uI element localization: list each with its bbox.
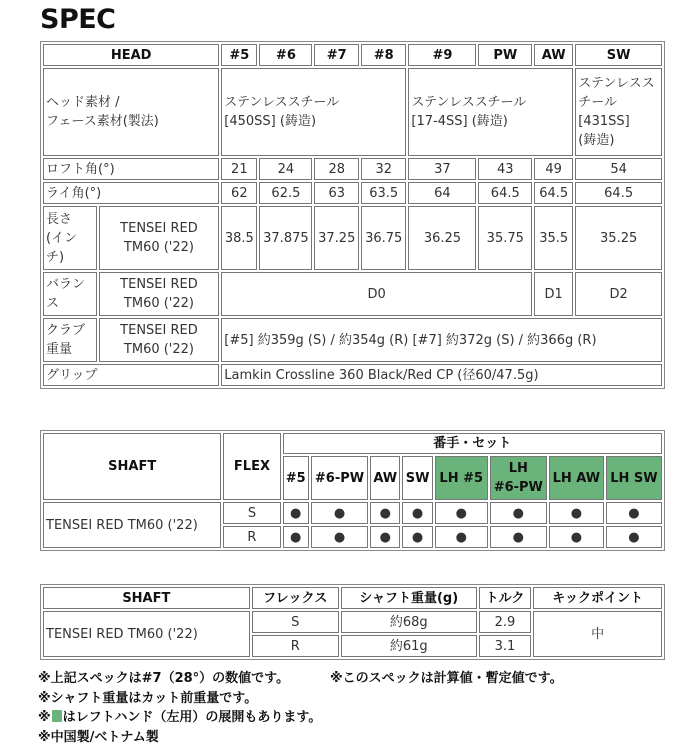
torque-col-header: トルク: [479, 587, 532, 609]
lie-value: 64.5: [534, 182, 573, 204]
shaft-flex: R: [252, 635, 339, 657]
material-9-aw-line1: ステンレススチール: [411, 95, 527, 110]
length-label: [43, 206, 97, 270]
footnote-1: ※上記スペックは#7（28°）の数値です。: [38, 671, 290, 686]
set-col-aw: AW: [370, 456, 400, 500]
lie-value: 64: [408, 182, 476, 204]
shaft-flex: S: [252, 611, 339, 633]
loft-value: 37: [408, 158, 476, 180]
shaft-header: SHAFT: [43, 433, 221, 500]
club-weight-shaft-line2: TM60 ('22): [123, 342, 194, 357]
length-value: 36.75: [361, 206, 406, 270]
grip-value: Lamkin Crossline 360 Black/Red CP (径60/47.5g): [221, 364, 662, 386]
footnote-4: ※中国製/ベトナム製: [38, 729, 159, 745]
material-sw-line4: (鋳造): [578, 133, 615, 148]
shaft-weight: 約68g: [341, 611, 477, 633]
shaft-spec-table: [40, 584, 665, 660]
shaft-weight: 約61g: [341, 635, 477, 657]
lie-value: 62.5: [259, 182, 312, 204]
shaft-torque: 2.9: [479, 611, 532, 633]
footnote-3-text: はレフトハンド（左用）の展開もあります。: [62, 710, 322, 725]
balance-value-sw: D2: [575, 272, 662, 316]
set-header-row: [43, 433, 662, 454]
footnote-3-prefix: ※: [38, 710, 51, 725]
shaft-header-row: [43, 587, 662, 609]
head-spec-table: [40, 41, 665, 389]
lie-value: 62: [221, 182, 257, 204]
availability-dot: ●: [311, 502, 368, 524]
set-flex: S: [223, 502, 280, 524]
club-header-9: #9: [408, 44, 476, 66]
length-value: 38.5: [221, 206, 257, 270]
availability-dot: ●: [283, 502, 309, 524]
shaft-row-s: [43, 611, 662, 633]
kickpoint-col-header: キックポイント: [533, 587, 662, 609]
grip-row: [43, 364, 662, 386]
shaft-torque: 3.1: [479, 635, 532, 657]
length-value: 35.75: [478, 206, 532, 270]
availability-dot: ●: [490, 502, 547, 524]
availability-dot: ●: [370, 526, 400, 548]
lie-value: 63: [314, 182, 359, 204]
shaft-kickpoint: 中: [533, 611, 662, 657]
club-header-5: #5: [221, 44, 257, 66]
material-5-8: [221, 68, 406, 156]
club-weight-label: [43, 318, 97, 362]
footnotes: [38, 669, 321, 747]
club-header-7: #7: [314, 44, 359, 66]
length-value: 36.25: [408, 206, 476, 270]
lie-label: ライ角(°): [43, 182, 219, 204]
availability-dot: ●: [549, 526, 604, 548]
availability-dot: ●: [549, 502, 604, 524]
availability-dot: ●: [402, 526, 432, 548]
footnote-3: [38, 708, 321, 728]
head-header-row: [43, 44, 662, 66]
material-label-line1: ヘッド素材 /: [46, 95, 120, 110]
club-header-pw: PW: [478, 44, 532, 66]
club-weight-shaft: [99, 318, 220, 362]
shaft-col-header: SHAFT: [43, 587, 250, 609]
balance-row: [43, 272, 662, 316]
material-label: [43, 68, 219, 156]
balance-shaft-line1: TENSEI RED: [120, 277, 198, 292]
club-header-6: #6: [259, 44, 312, 66]
material-row: [43, 68, 662, 156]
set-col-5: #5: [283, 456, 309, 500]
length-label-line3: チ): [46, 249, 65, 265]
club-weight-row: [43, 318, 662, 362]
club-header-8: #8: [361, 44, 406, 66]
set-col-lh-6-pw: [490, 456, 547, 500]
footnote-2: ※シャフト重量はカット前重量です。: [38, 690, 258, 706]
club-header-sw: SW: [575, 44, 662, 66]
length-shaft-line1: TENSEI RED: [120, 221, 198, 236]
material-9-aw-line2: [17-4SS] (鋳造): [411, 114, 508, 129]
club-weight-label-line1: クラブ: [46, 323, 86, 338]
set-col-lh-sw: LH SW: [606, 456, 662, 500]
shaft-name: TENSEI RED TM60 ('22): [43, 611, 250, 657]
length-shaft: [99, 206, 220, 270]
set-col-lh-6-pw-line1: LH: [508, 461, 528, 476]
availability-dot: ●: [606, 502, 662, 524]
loft-row: [43, 158, 662, 180]
availability-dot: ●: [490, 526, 547, 548]
flex-col-header: フレックス: [252, 587, 339, 609]
loft-value: 43: [478, 158, 532, 180]
set-row-s: [43, 502, 662, 524]
club-weight-value: [#5] 約359g (S) / 約354g (R) [#7] 約372g (S) / 約366g (R): [221, 318, 662, 362]
lie-row: [43, 182, 662, 204]
availability-dot: ●: [435, 502, 488, 524]
club-header-aw: AW: [534, 44, 573, 66]
material-sw-line2: チール: [578, 95, 618, 110]
club-weight-label-line2: 重量: [46, 342, 73, 357]
balance-shaft: [99, 272, 220, 316]
length-value: 37.25: [314, 206, 359, 270]
length-label-line2: (イン: [46, 230, 78, 246]
length-value: 37.875: [259, 206, 312, 270]
length-shaft-line2: TM60 ('22): [123, 240, 194, 255]
material-sw-line3: [431SS]: [578, 114, 630, 129]
set-col-sw: SW: [402, 456, 432, 500]
availability-dot: ●: [311, 526, 368, 548]
lie-value: 64.5: [478, 182, 532, 204]
material-sw: [575, 68, 662, 156]
loft-value: 28: [314, 158, 359, 180]
page-title: SPEC: [40, 4, 116, 35]
footnote-provisional: ※このスペックは計算値・暫定値です。: [330, 671, 563, 686]
set-col-6-pw: #6-PW: [311, 456, 368, 500]
availability-dot: ●: [370, 502, 400, 524]
flex-header: FLEX: [223, 433, 280, 500]
lie-value: 63.5: [361, 182, 406, 204]
balance-value-5-pw: D0: [221, 272, 532, 316]
set-flex: R: [223, 526, 280, 548]
loft-value: 32: [361, 158, 406, 180]
lie-value: 64.5: [575, 182, 662, 204]
availability-dot: ●: [606, 526, 662, 548]
grip-label: グリップ: [43, 364, 219, 386]
balance-value-aw: D1: [534, 272, 573, 316]
set-shaft-name: TENSEI RED TM60 ('22): [43, 502, 221, 548]
length-label-line1: 長さ: [46, 211, 73, 227]
length-value: 35.5: [534, 206, 573, 270]
head-header: HEAD: [43, 44, 219, 66]
balance-shaft-line2: TM60 ('22): [123, 296, 194, 311]
weight-col-header: シャフト重量(g): [341, 587, 477, 609]
set-availability-table: [40, 430, 665, 551]
loft-value: 24: [259, 158, 312, 180]
material-5-8-line2: [450SS] (鋳造): [224, 114, 317, 129]
material-9-aw: [408, 68, 573, 156]
loft-value: 54: [575, 158, 662, 180]
set-col-lh-6-pw-line2: #6-PW: [493, 480, 543, 495]
balance-label: [43, 272, 97, 316]
loft-value: 49: [534, 158, 573, 180]
material-label-line2: フェース素材(製法): [46, 114, 159, 129]
balance-label-line1: バラン: [46, 277, 86, 292]
set-header: 番手・セット: [283, 433, 663, 454]
availability-dot: ●: [283, 526, 309, 548]
length-row: [43, 206, 662, 270]
availability-dot: ●: [435, 526, 488, 548]
availability-dot: ●: [402, 502, 432, 524]
set-col-lh-5: LH #5: [435, 456, 488, 500]
set-col-lh-aw: LH AW: [549, 456, 604, 500]
material-5-8-line1: ステンレススチール: [224, 95, 340, 110]
loft-label: ロフト角(°): [43, 158, 219, 180]
club-weight-shaft-line1: TENSEI RED: [120, 323, 198, 338]
material-sw-line1: ステンレスス: [578, 76, 655, 91]
loft-value: 21: [221, 158, 257, 180]
green-square-icon: [52, 710, 62, 722]
length-value: 35.25: [575, 206, 662, 270]
balance-label-line2: ス: [46, 296, 60, 311]
